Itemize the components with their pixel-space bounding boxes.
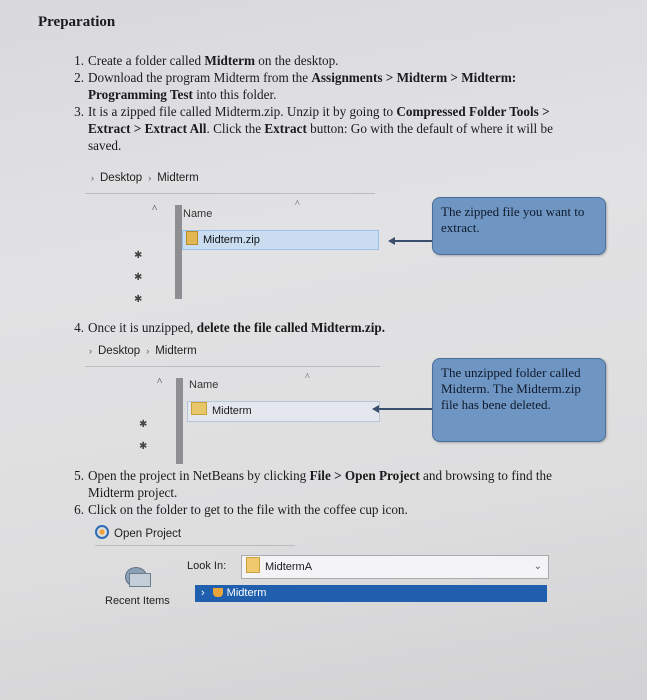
divider (85, 193, 375, 194)
divider (85, 366, 380, 367)
callout-unzipped-folder: The unzipped folder called Midterm. The Midterm.zip file has bene deleted. (432, 358, 606, 442)
file-pane-1 (134, 195, 380, 305)
callout-zipped-file: The zipped file you want to extract. (432, 197, 606, 255)
collapse-caret-icon[interactable]: ^ (152, 203, 158, 215)
chevron-right-icon: › (201, 587, 205, 599)
zip-file-icon (186, 231, 198, 245)
nav-pane-scrollbar[interactable] (175, 205, 182, 299)
folder-row-midterm[interactable] (187, 401, 380, 422)
netbeans-logo-icon (95, 525, 109, 539)
sort-up-icon: ^ (305, 372, 310, 383)
step-number: 4. (74, 320, 84, 335)
breadcrumb-midterm[interactable]: Midterm (155, 345, 197, 357)
file-pane-2 (139, 368, 385, 466)
breadcrumb-desktop[interactable]: Desktop (98, 345, 141, 357)
step-number: 3. (74, 104, 84, 119)
recent-items-icon[interactable] (123, 567, 151, 589)
step-text-line2: Midterm project. (88, 485, 178, 500)
step-text-line3: saved. (88, 138, 122, 153)
step-text: Create a folder called Midterm on the desktop. (88, 53, 339, 68)
pin-icon[interactable]: ✱ (139, 419, 148, 430)
quick-access-pins (139, 414, 147, 458)
nav-pane-scrollbar[interactable] (176, 378, 183, 464)
look-in-label: Look In: (187, 560, 227, 572)
dialog-title: Open Project (95, 525, 181, 540)
step-text-line2: Extract > Extract All. Click the Extract button: Go with the default of where it will be (88, 121, 553, 136)
open-project-dialog (95, 523, 555, 613)
chevron-down-icon[interactable]: ⌄ (533, 561, 542, 572)
step-number: 2. (74, 70, 84, 85)
file-name: Midterm.zip (203, 234, 260, 246)
collapse-caret-icon[interactable]: ^ (157, 376, 163, 388)
pin-icon[interactable]: ✱ (134, 250, 143, 261)
folder-name: Midterm (212, 405, 252, 417)
step-text-line2: Programming Test into this folder. (88, 87, 277, 102)
step-text: It is a zipped file called Midterm.zip. Unzip it by going to Compressed Folder Tools > (88, 104, 550, 119)
step-number: 1. (74, 53, 84, 68)
step-text: Download the program Midterm from the Assignments > Midterm > Midterm: (88, 70, 517, 85)
chevron-right-icon: › (148, 173, 152, 183)
pin-icon[interactable]: ✱ (134, 294, 143, 305)
pin-icon[interactable]: ✱ (134, 272, 143, 283)
breadcrumb (91, 172, 199, 184)
divider (95, 545, 295, 546)
breadcrumb (89, 345, 197, 357)
breadcrumb-midterm[interactable]: Midterm (157, 172, 199, 184)
breadcrumb-desktop[interactable]: Desktop (100, 172, 143, 184)
step-number: 5. (74, 468, 84, 483)
step-text: Open the project in NetBeans by clicking File > Open Project and browsing to find the (88, 468, 552, 483)
tree-item-midterm[interactable]: › Midterm (195, 585, 547, 602)
recent-items-label[interactable]: Recent Items (105, 595, 170, 607)
step-number: 6. (74, 502, 84, 517)
quick-access-pins (134, 245, 142, 311)
step-text: Click on the folder to get to the file with the coffee cup icon. (88, 502, 408, 517)
folder-icon (246, 557, 260, 573)
page-heading: Preparation (38, 14, 116, 30)
chevron-right-icon: › (146, 346, 150, 356)
column-header-name[interactable]: Name (183, 208, 213, 220)
step-text: Once it is unzipped, delete the file called Midterm.zip. (88, 320, 386, 335)
chevron-right-icon: › (89, 346, 92, 356)
look-in-select[interactable]: MidtermA ⌄ (241, 555, 549, 579)
column-header-name[interactable]: Name (189, 379, 219, 391)
pin-icon[interactable]: ✱ (139, 441, 148, 452)
sort-up-icon: ^ (295, 199, 300, 210)
chevron-right-icon: › (91, 173, 94, 183)
folder-icon (191, 402, 207, 415)
coffee-cup-icon (213, 588, 223, 597)
file-row-midterm-zip[interactable] (182, 230, 379, 250)
callout-arrow (378, 408, 432, 410)
callout-arrow (394, 240, 432, 242)
